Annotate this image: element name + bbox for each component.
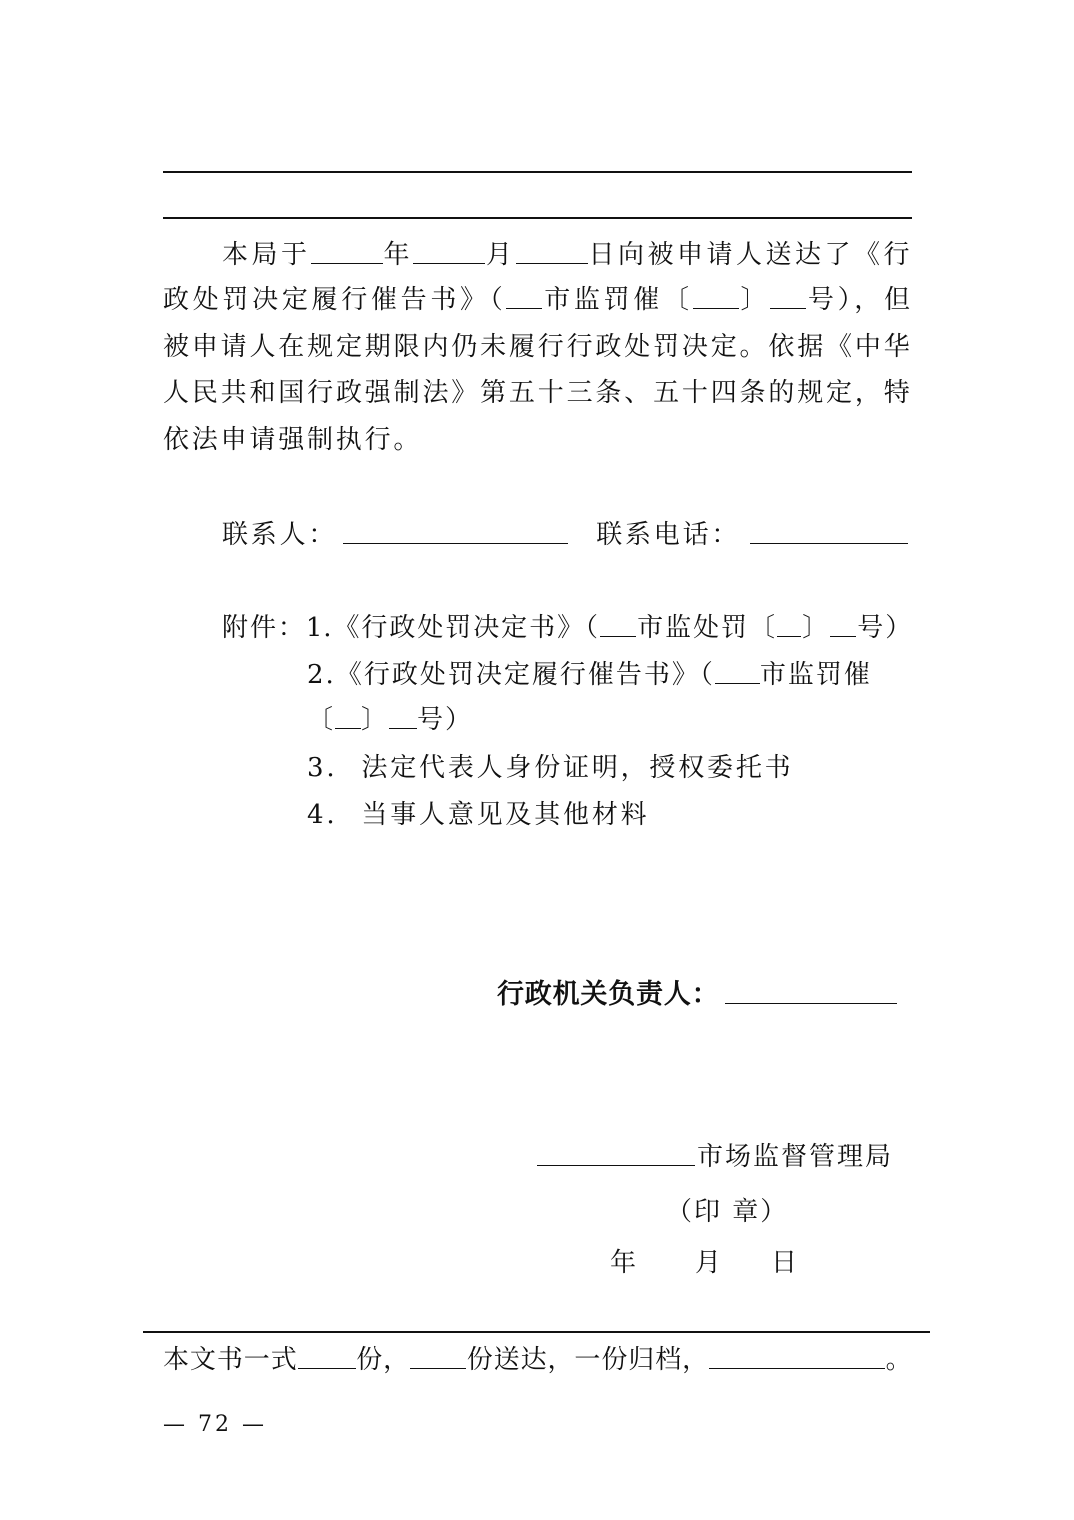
body-line-5 [163,424,912,456]
body-text: 被申请人在规定期限内仍未履行行政处罚决定。依据《中华 [163,332,912,362]
serial-number-blank [770,288,806,309]
agency-name-blank [537,1145,695,1166]
attachment-number: 2. [307,660,336,690]
month-blank [413,243,485,264]
body-text: 〕 [738,285,771,315]
page-number: — 72 — [163,1412,267,1437]
contact-phone-blank [750,523,908,544]
year-blank [311,243,383,264]
city-blank [715,663,760,684]
attachment-item-3 [307,752,907,784]
agency-suffix: 市场监督管理局 [697,1142,894,1172]
serial-number-blank [389,708,417,729]
attachment-number: 4. [307,800,338,830]
attachment-text: 市监处罚〔 [636,613,777,643]
body-text: 号），但 [806,285,912,315]
attachment-text: 号） [417,705,474,735]
city-blank [600,616,636,637]
footer-rule [143,1331,930,1333]
remarks-blank [709,1348,885,1369]
year-number-blank [335,708,361,729]
copies-text: 份， [355,1345,411,1375]
body-line-4 [163,377,912,409]
contact-line [222,519,922,551]
attachment-text: 〕 [361,705,390,735]
date-month: 月 [695,1248,722,1278]
city-blank [506,288,542,309]
attachments-label: 附件： [222,613,306,643]
copies-text: 本文书一式 [163,1345,298,1375]
attachment-text: 法定代表人身份证明，授权委托书 [361,753,794,783]
day-blank [516,243,588,264]
body-text: 日向被申请人送达了《行 [587,240,912,270]
officer-signature-blank [725,983,897,1004]
body-line-2 [163,284,912,316]
body-line-3 [163,331,912,363]
attachment-text: 〕 [800,613,831,643]
served-copies-blank [410,1348,466,1369]
attachment-text: 号） [856,613,912,643]
body-text: 月 [485,240,516,270]
contact-person-blank [343,523,568,544]
header-rule-1 [163,171,912,173]
serial-number-blank [830,616,856,637]
copies-text: 。 [885,1345,912,1375]
contact-person-label: 联系人： [222,520,338,550]
attachment-text: 《行政处罚决定履行催告书》（ [335,660,715,690]
officer-signature-line [497,979,917,1011]
attachment-number: 1. [305,613,333,643]
issuing-agency-line [537,1141,917,1173]
total-copies-blank [298,1348,356,1369]
attachment-item-1 [222,612,912,644]
attachment-text: 当事人意见及其他材料 [361,800,650,830]
body-text: 政处罚决定履行催告书》（ [163,285,507,315]
body-text: 本局于 [222,240,311,270]
attachment-item-4 [307,799,907,831]
attachment-text: 市监罚催 [759,660,872,690]
date-year: 年 [610,1248,637,1278]
body-text: 依法申请强制执行。 [163,425,423,455]
year-number-blank [777,616,801,637]
contact-phone-label: 联系电话： [596,520,741,550]
copies-text: 份送达，一份归档， [466,1345,710,1375]
attachment-text: 《行政处罚决定书》（ [332,613,601,643]
header-rule-2 [163,217,912,219]
body-text: 市监罚催〔 [542,285,693,315]
officer-label: 行政机关负责人： [497,979,720,1010]
date-day: 日 [771,1248,798,1278]
copies-note [163,1344,912,1376]
body-line-1 [222,239,912,271]
body-text: 人民共和国行政强制法》第五十三条、五十四条的规定，特 [163,378,912,408]
seal-label: （印 章） [666,1197,789,1227]
attachment-number: 3. [307,753,338,783]
attachment-item-2 [307,659,927,691]
body-text: 年 [382,240,413,270]
attachment-text: 〔 [307,705,336,735]
attachment-item-2-continuation [307,704,607,736]
year-number-blank [693,288,739,309]
